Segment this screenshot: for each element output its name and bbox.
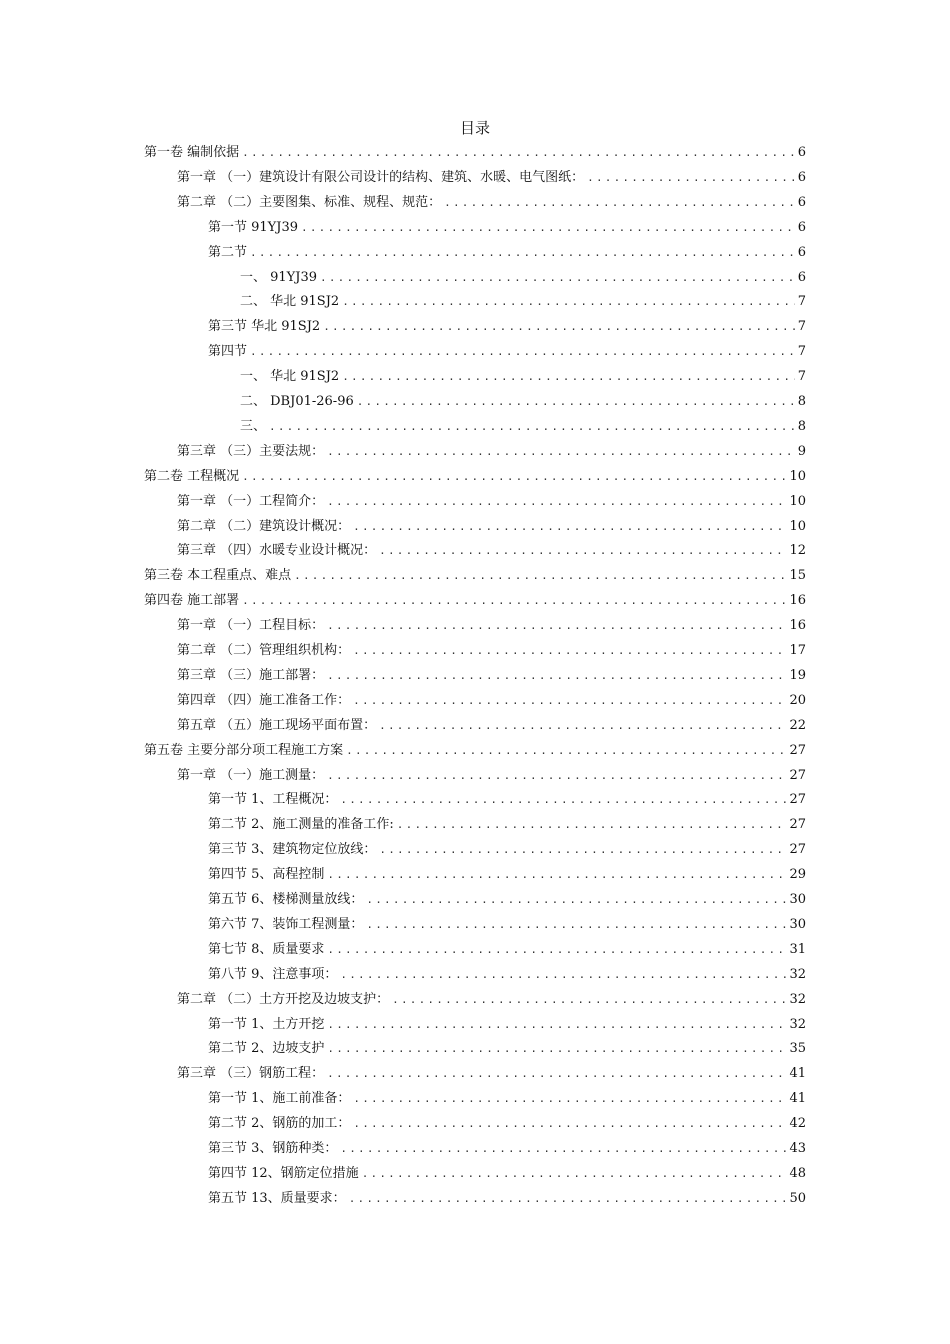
toc-entry-text: 第二章 （二）管理组织机构： bbox=[177, 643, 351, 658]
toc-dot-leader bbox=[353, 639, 786, 663]
toc-dot-leader bbox=[353, 689, 786, 713]
toc-entry-text: 第四节 12、钢筋定位措施 bbox=[208, 1166, 359, 1181]
toc-entry[interactable] bbox=[208, 963, 806, 987]
toc-dot-leader bbox=[327, 664, 786, 688]
toc-entry[interactable] bbox=[177, 1062, 806, 1086]
toc-entry-text: 第一章 （一）施工测量： bbox=[177, 768, 325, 783]
toc-entry[interactable] bbox=[208, 913, 806, 937]
toc-entry-text: 第五节 13、质量要求： bbox=[208, 1191, 346, 1206]
toc-entry[interactable] bbox=[177, 191, 806, 215]
toc-page-number: 7 bbox=[797, 319, 806, 334]
toc-dot-leader bbox=[250, 241, 795, 265]
toc-entry-text: 第一节 1、土方开挖 bbox=[208, 1017, 325, 1032]
toc-page-number: 32 bbox=[789, 967, 806, 982]
toc-dot-leader bbox=[250, 340, 795, 364]
toc-entry[interactable] bbox=[208, 863, 806, 887]
toc-page-number: 35 bbox=[789, 1041, 806, 1056]
toc-page-number: 6 bbox=[797, 220, 806, 235]
toc-entry[interactable] bbox=[240, 266, 806, 290]
toc-entry-text: 第四节 bbox=[208, 344, 248, 359]
toc-page-number: 6 bbox=[797, 270, 806, 285]
toc-dot-leader bbox=[587, 166, 795, 190]
toc-page-number: 30 bbox=[789, 892, 806, 907]
toc-entry[interactable] bbox=[177, 988, 806, 1012]
toc-dot-leader bbox=[379, 714, 786, 738]
toc-page-number: 27 bbox=[789, 817, 806, 832]
toc-entry[interactable] bbox=[144, 141, 806, 165]
toc-dot-leader bbox=[444, 191, 795, 215]
toc-entry-text: 第三章 （四）水暖专业设计概况： bbox=[177, 543, 377, 558]
toc-entry[interactable] bbox=[177, 166, 806, 190]
toc-page-number: 6 bbox=[797, 245, 806, 260]
toc-dot-leader bbox=[340, 1137, 786, 1161]
toc-entry[interactable] bbox=[177, 664, 806, 688]
toc-entry[interactable] bbox=[177, 515, 806, 539]
toc-page-number: 10 bbox=[789, 494, 806, 509]
toc-entry[interactable] bbox=[208, 888, 806, 912]
toc-entry-text: 三、 bbox=[240, 419, 267, 434]
toc-page-number: 6 bbox=[797, 170, 806, 185]
toc-dot-leader bbox=[353, 515, 786, 539]
toc-page-number: 22 bbox=[789, 718, 806, 733]
toc-entry[interactable] bbox=[177, 440, 806, 464]
toc-entry[interactable] bbox=[208, 1137, 806, 1161]
toc-dot-leader bbox=[294, 564, 786, 588]
toc-page-number: 30 bbox=[789, 917, 806, 932]
toc-page-number: 41 bbox=[789, 1066, 806, 1081]
toc-dot-leader bbox=[353, 1087, 786, 1111]
toc-dot-leader bbox=[269, 415, 795, 439]
toc-entry[interactable] bbox=[208, 1162, 806, 1186]
toc-page-number: 15 bbox=[789, 568, 806, 583]
toc-entry-text: 第二节 2、钢筋的加工： bbox=[208, 1116, 351, 1131]
toc-dot-leader bbox=[379, 539, 786, 563]
toc-dot-leader bbox=[342, 290, 795, 314]
toc-entry[interactable] bbox=[208, 838, 806, 862]
toc-entry-text: 第二章 （二）建筑设计概况： bbox=[177, 519, 351, 534]
toc-entry[interactable] bbox=[208, 788, 806, 812]
toc-page-number: 7 bbox=[797, 369, 806, 384]
toc-page-number: 8 bbox=[797, 394, 806, 409]
toc-entry-text: 第二节 2、边坡支护 bbox=[208, 1041, 325, 1056]
toc-dot-leader bbox=[346, 739, 786, 763]
toc-entry-text: 第一节 91YJ39 bbox=[208, 220, 299, 235]
toc-entry[interactable] bbox=[208, 315, 806, 339]
toc-entry-text: 第二节 bbox=[208, 245, 248, 260]
toc-dot-leader bbox=[340, 788, 786, 812]
toc-page-number: 6 bbox=[797, 145, 806, 160]
toc-entry-text: 第五卷 主要分部分项工程施工方案 bbox=[144, 743, 344, 758]
toc-entry[interactable] bbox=[144, 739, 806, 763]
toc-page-number: 6 bbox=[797, 195, 806, 210]
toc-dot-leader bbox=[327, 1037, 786, 1061]
toc-dot-leader bbox=[379, 838, 786, 862]
toc-page-number: 16 bbox=[789, 618, 806, 633]
toc-entry[interactable] bbox=[144, 465, 806, 489]
toc-entry-text: 第五章 （五）施工现场平面布置： bbox=[177, 718, 377, 733]
toc-entry-text: 第三章 （三）施工部署： bbox=[177, 668, 325, 683]
toc-entry-text: 第二节 2、施工测量的准备工作: bbox=[208, 817, 394, 832]
toc-dot-leader bbox=[301, 216, 795, 240]
toc-dot-leader bbox=[340, 963, 786, 987]
toc-page-number: 32 bbox=[789, 992, 806, 1007]
toc-entry[interactable] bbox=[177, 764, 806, 788]
toc-dot-leader bbox=[357, 390, 795, 414]
toc-page-number: 27 bbox=[789, 792, 806, 807]
toc-page-number: 27 bbox=[789, 842, 806, 857]
toc-entry-text: 第一节 1、施工前准备： bbox=[208, 1091, 351, 1106]
toc-entry-text: 第六节 7、装饰工程测量： bbox=[208, 917, 364, 932]
toc-entry-text: 第一章 （一）工程简介： bbox=[177, 494, 325, 509]
toc-entry-text: 一、 华北 91SJ2 bbox=[240, 369, 340, 384]
toc-entry[interactable] bbox=[208, 1187, 806, 1211]
toc-page-number: 31 bbox=[789, 942, 806, 957]
toc-entry-text: 第四章 （四）施工准备工作： bbox=[177, 693, 351, 708]
toc-dot-leader bbox=[327, 764, 786, 788]
toc-page-number: 29 bbox=[789, 867, 806, 882]
toc-page-number: 7 bbox=[797, 294, 806, 309]
toc-dot-leader bbox=[353, 1112, 786, 1136]
toc-entry-text: 第一章 （一）工程目标： bbox=[177, 618, 325, 633]
toc-dot-leader bbox=[392, 988, 786, 1012]
toc-entry-text: 第一章 （一）建筑设计有限公司设计的结构、建筑、水暖、电气图纸： bbox=[177, 170, 585, 185]
toc-entry[interactable] bbox=[177, 490, 806, 514]
toc-entry-text: 第三卷 本工程重点、难点 bbox=[144, 568, 292, 583]
toc-dot-leader bbox=[327, 1013, 786, 1037]
toc-dot-leader bbox=[366, 888, 786, 912]
toc-entry[interactable] bbox=[208, 1013, 806, 1037]
toc-page-number: 19 bbox=[789, 668, 806, 683]
toc-dot-leader bbox=[327, 440, 795, 464]
toc-entry-text: 第二章 （二）土方开挖及边坡支护： bbox=[177, 992, 390, 1007]
toc-entry-text: 第二卷 工程概况 bbox=[144, 469, 240, 484]
toc-page-number: 20 bbox=[789, 693, 806, 708]
toc-entry-text: 第三章 （三）钢筋工程： bbox=[177, 1066, 325, 1081]
toc-entry[interactable] bbox=[177, 614, 806, 638]
toc-entry[interactable] bbox=[177, 539, 806, 563]
toc-entry[interactable] bbox=[208, 241, 806, 265]
toc-page-number: 32 bbox=[789, 1017, 806, 1032]
toc-page-number: 42 bbox=[789, 1116, 806, 1131]
toc-entry[interactable] bbox=[240, 415, 806, 439]
toc-entry-text: 第五节 6、楼梯测量放线： bbox=[208, 892, 364, 907]
toc-page-number: 16 bbox=[789, 593, 806, 608]
toc-entry-text: 第一节 1、工程概况： bbox=[208, 792, 338, 807]
toc-dot-leader bbox=[327, 490, 786, 514]
toc-entry[interactable] bbox=[177, 639, 806, 663]
toc-dot-leader bbox=[397, 813, 787, 837]
toc-page-number: 41 bbox=[789, 1091, 806, 1106]
toc-entry-text: 一、 91YJ39 bbox=[240, 270, 318, 285]
toc-dot-leader bbox=[362, 1162, 787, 1186]
toc-page-number: 50 bbox=[789, 1191, 806, 1206]
toc-entry[interactable] bbox=[208, 938, 806, 962]
toc-entry-text: 二、 DBJ01-26-96 bbox=[240, 394, 354, 409]
toc-page-number: 8 bbox=[797, 419, 806, 434]
toc-entry-text: 第三章 （三）主要法规： bbox=[177, 444, 325, 459]
toc-entry-text: 第四节 5、高程控制 bbox=[208, 867, 325, 882]
toc-entry-text: 第三节 3、建筑物定位放线： bbox=[208, 842, 377, 857]
toc-dot-leader bbox=[349, 1187, 787, 1211]
toc-entry-text: 二、 华北 91SJ2 bbox=[240, 294, 340, 309]
toc-dot-leader bbox=[327, 1062, 786, 1086]
toc-dot-leader bbox=[366, 913, 786, 937]
toc-entry[interactable] bbox=[144, 589, 806, 613]
toc-dot-leader bbox=[327, 614, 786, 638]
toc-dot-leader bbox=[327, 863, 786, 887]
toc-page-number: 27 bbox=[789, 743, 806, 758]
toc-entry-text: 第三节 3、钢筋种类： bbox=[208, 1141, 338, 1156]
toc-dot-leader bbox=[242, 589, 786, 613]
toc-page-number: 12 bbox=[789, 543, 806, 558]
toc-entry[interactable] bbox=[208, 1112, 806, 1136]
toc-entry[interactable] bbox=[177, 714, 806, 738]
toc-entry[interactable] bbox=[208, 1037, 806, 1061]
toc-entry-text: 第八节 9、注意事项： bbox=[208, 967, 338, 982]
toc-page-number: 27 bbox=[789, 768, 806, 783]
toc-dot-leader bbox=[242, 465, 786, 489]
toc-entry-text: 第四卷 施工部署 bbox=[144, 593, 240, 608]
toc-page-number: 7 bbox=[797, 344, 806, 359]
toc-entry[interactable] bbox=[240, 365, 806, 389]
toc-entry-text: 第一卷 编制依据 bbox=[144, 145, 240, 160]
toc-entry-text: 第七节 8、质量要求 bbox=[208, 942, 325, 957]
toc-entry[interactable] bbox=[208, 1087, 806, 1111]
toc-entry[interactable] bbox=[240, 290, 806, 314]
toc-entry-text: 第三节 华北 91SJ2 bbox=[208, 319, 321, 334]
toc-entry[interactable] bbox=[240, 390, 806, 414]
toc-page-number: 9 bbox=[797, 444, 806, 459]
toc-page-number: 10 bbox=[789, 519, 806, 534]
toc-dot-leader bbox=[242, 141, 795, 165]
toc-title: 目录 bbox=[459, 119, 490, 137]
toc-dot-leader bbox=[327, 938, 786, 962]
toc-dot-leader bbox=[323, 315, 795, 339]
toc-entry-text: 第二章 （二）主要图集、标准、规程、规范： bbox=[177, 195, 442, 210]
toc-dot-leader bbox=[320, 266, 795, 290]
toc-page-number: 17 bbox=[789, 643, 806, 658]
toc-page-number: 43 bbox=[789, 1141, 806, 1156]
toc-entry[interactable] bbox=[208, 216, 806, 240]
toc-page-number: 10 bbox=[789, 469, 806, 484]
toc-entry[interactable] bbox=[177, 689, 806, 713]
toc-entry[interactable] bbox=[208, 340, 806, 364]
toc-dot-leader bbox=[342, 365, 795, 389]
toc-entry[interactable] bbox=[208, 813, 806, 837]
toc-entry[interactable] bbox=[144, 564, 806, 588]
toc-page-number: 48 bbox=[789, 1166, 806, 1181]
